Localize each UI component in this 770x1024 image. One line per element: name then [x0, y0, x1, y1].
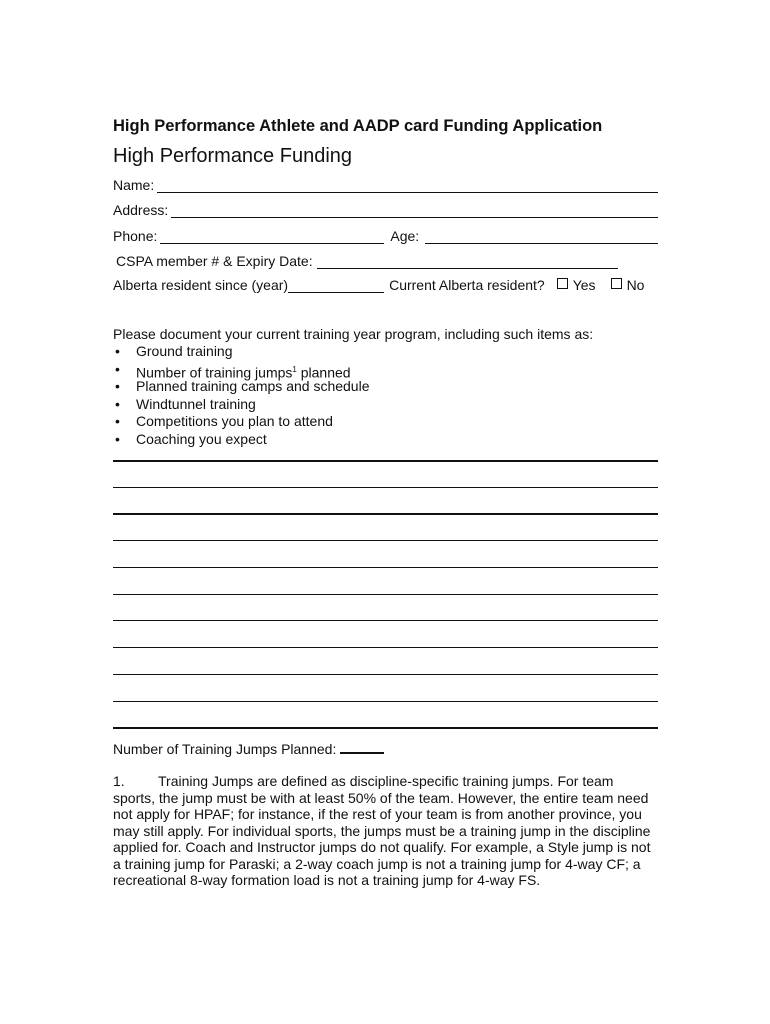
name-label: Name: [113, 177, 155, 193]
phone-age-row [113, 226, 658, 244]
writing-line[interactable] [113, 647, 658, 648]
age-label: Age: [390, 228, 420, 244]
bullet-icon: • [115, 360, 120, 377]
section-title: High Performance Funding [113, 145, 353, 167]
list-item: • Coaching you expect [115, 430, 267, 447]
footnote-number: 1. [113, 773, 125, 789]
list-item: • Number of training jumps$^1$ planned [115, 360, 351, 381]
writing-line[interactable] [113, 567, 658, 568]
name-field[interactable] [157, 178, 658, 193]
training-items-list [113, 343, 370, 448]
document-title: High Performance Athlete and AADP card Funding Application [113, 117, 603, 135]
footnote-text: Training Jumps are defined as discipline-specific training jumps. For team sports, the jump must be with at least 50% of the team. However, the entire team need not apply for HPAF; for instance, if the rest of your team is from another province, you may still apply. For individual sports, the jumps must be a training jump in the discipline applied for. Coach and Instructor jumps do not qualify. For example, a Style jump is not a training jump for Paraski; a 2-way coach jump is not a training jump for 4-way CF; a recreational 8-way formation load is not a training jump for 4-way FS. [113, 773, 651, 888]
list-item: • Ground training [115, 343, 233, 359]
writing-line[interactable] [113, 487, 658, 488]
writing-line[interactable] [113, 594, 658, 595]
list-item: • Windtunnel training [115, 395, 256, 412]
cspa-row [116, 251, 618, 269]
phone-label: Phone: [113, 228, 158, 244]
writing-line[interactable] [113, 674, 658, 675]
jumps-planned-row [113, 740, 384, 757]
writing-line[interactable] [113, 701, 658, 702]
training-intro: Please document your current training year program, including such items as: [113, 326, 594, 342]
bullet-icon: • [115, 413, 120, 429]
bullet-icon: • [115, 395, 120, 412]
bullet-icon: • [115, 343, 120, 359]
writing-line[interactable] [113, 513, 658, 515]
jumps-planned-label: Number of Training Jumps Planned: [113, 741, 337, 757]
current-resident-label: Current Alberta resident? [389, 277, 545, 293]
bullet-icon: • [115, 378, 120, 394]
jumps-planned-field[interactable] [340, 740, 384, 754]
age-field[interactable] [425, 229, 658, 244]
alberta-since-field[interactable] [288, 278, 384, 293]
yes-label: Yes [572, 277, 596, 293]
list-item: • Planned training camps and schedule [115, 378, 370, 394]
list-item: • Competitions you plan to attend [115, 413, 333, 429]
phone-field[interactable] [160, 229, 384, 244]
bullet-icon: • [115, 430, 120, 447]
address-label: Address: [113, 202, 169, 218]
writing-line[interactable] [113, 540, 658, 541]
yes-option[interactable] [557, 277, 596, 293]
name-row [113, 175, 658, 193]
yes-checkbox[interactable] [557, 278, 568, 289]
writing-line[interactable] [113, 620, 658, 621]
cspa-label: CSPA member # & Expiry Date: [116, 253, 313, 269]
alberta-since-label: Alberta resident since (year) [113, 277, 289, 293]
cspa-field[interactable] [317, 254, 618, 269]
writing-line[interactable] [113, 727, 658, 729]
footnote-ref: 1 [292, 364, 297, 374]
writing-line[interactable] [113, 460, 658, 462]
footnote [113, 773, 658, 889]
no-checkbox[interactable] [611, 278, 622, 289]
no-label: No [626, 277, 645, 293]
address-row [113, 200, 658, 218]
address-field[interactable] [171, 203, 658, 218]
alberta-row [113, 275, 658, 293]
no-option[interactable] [611, 277, 645, 293]
